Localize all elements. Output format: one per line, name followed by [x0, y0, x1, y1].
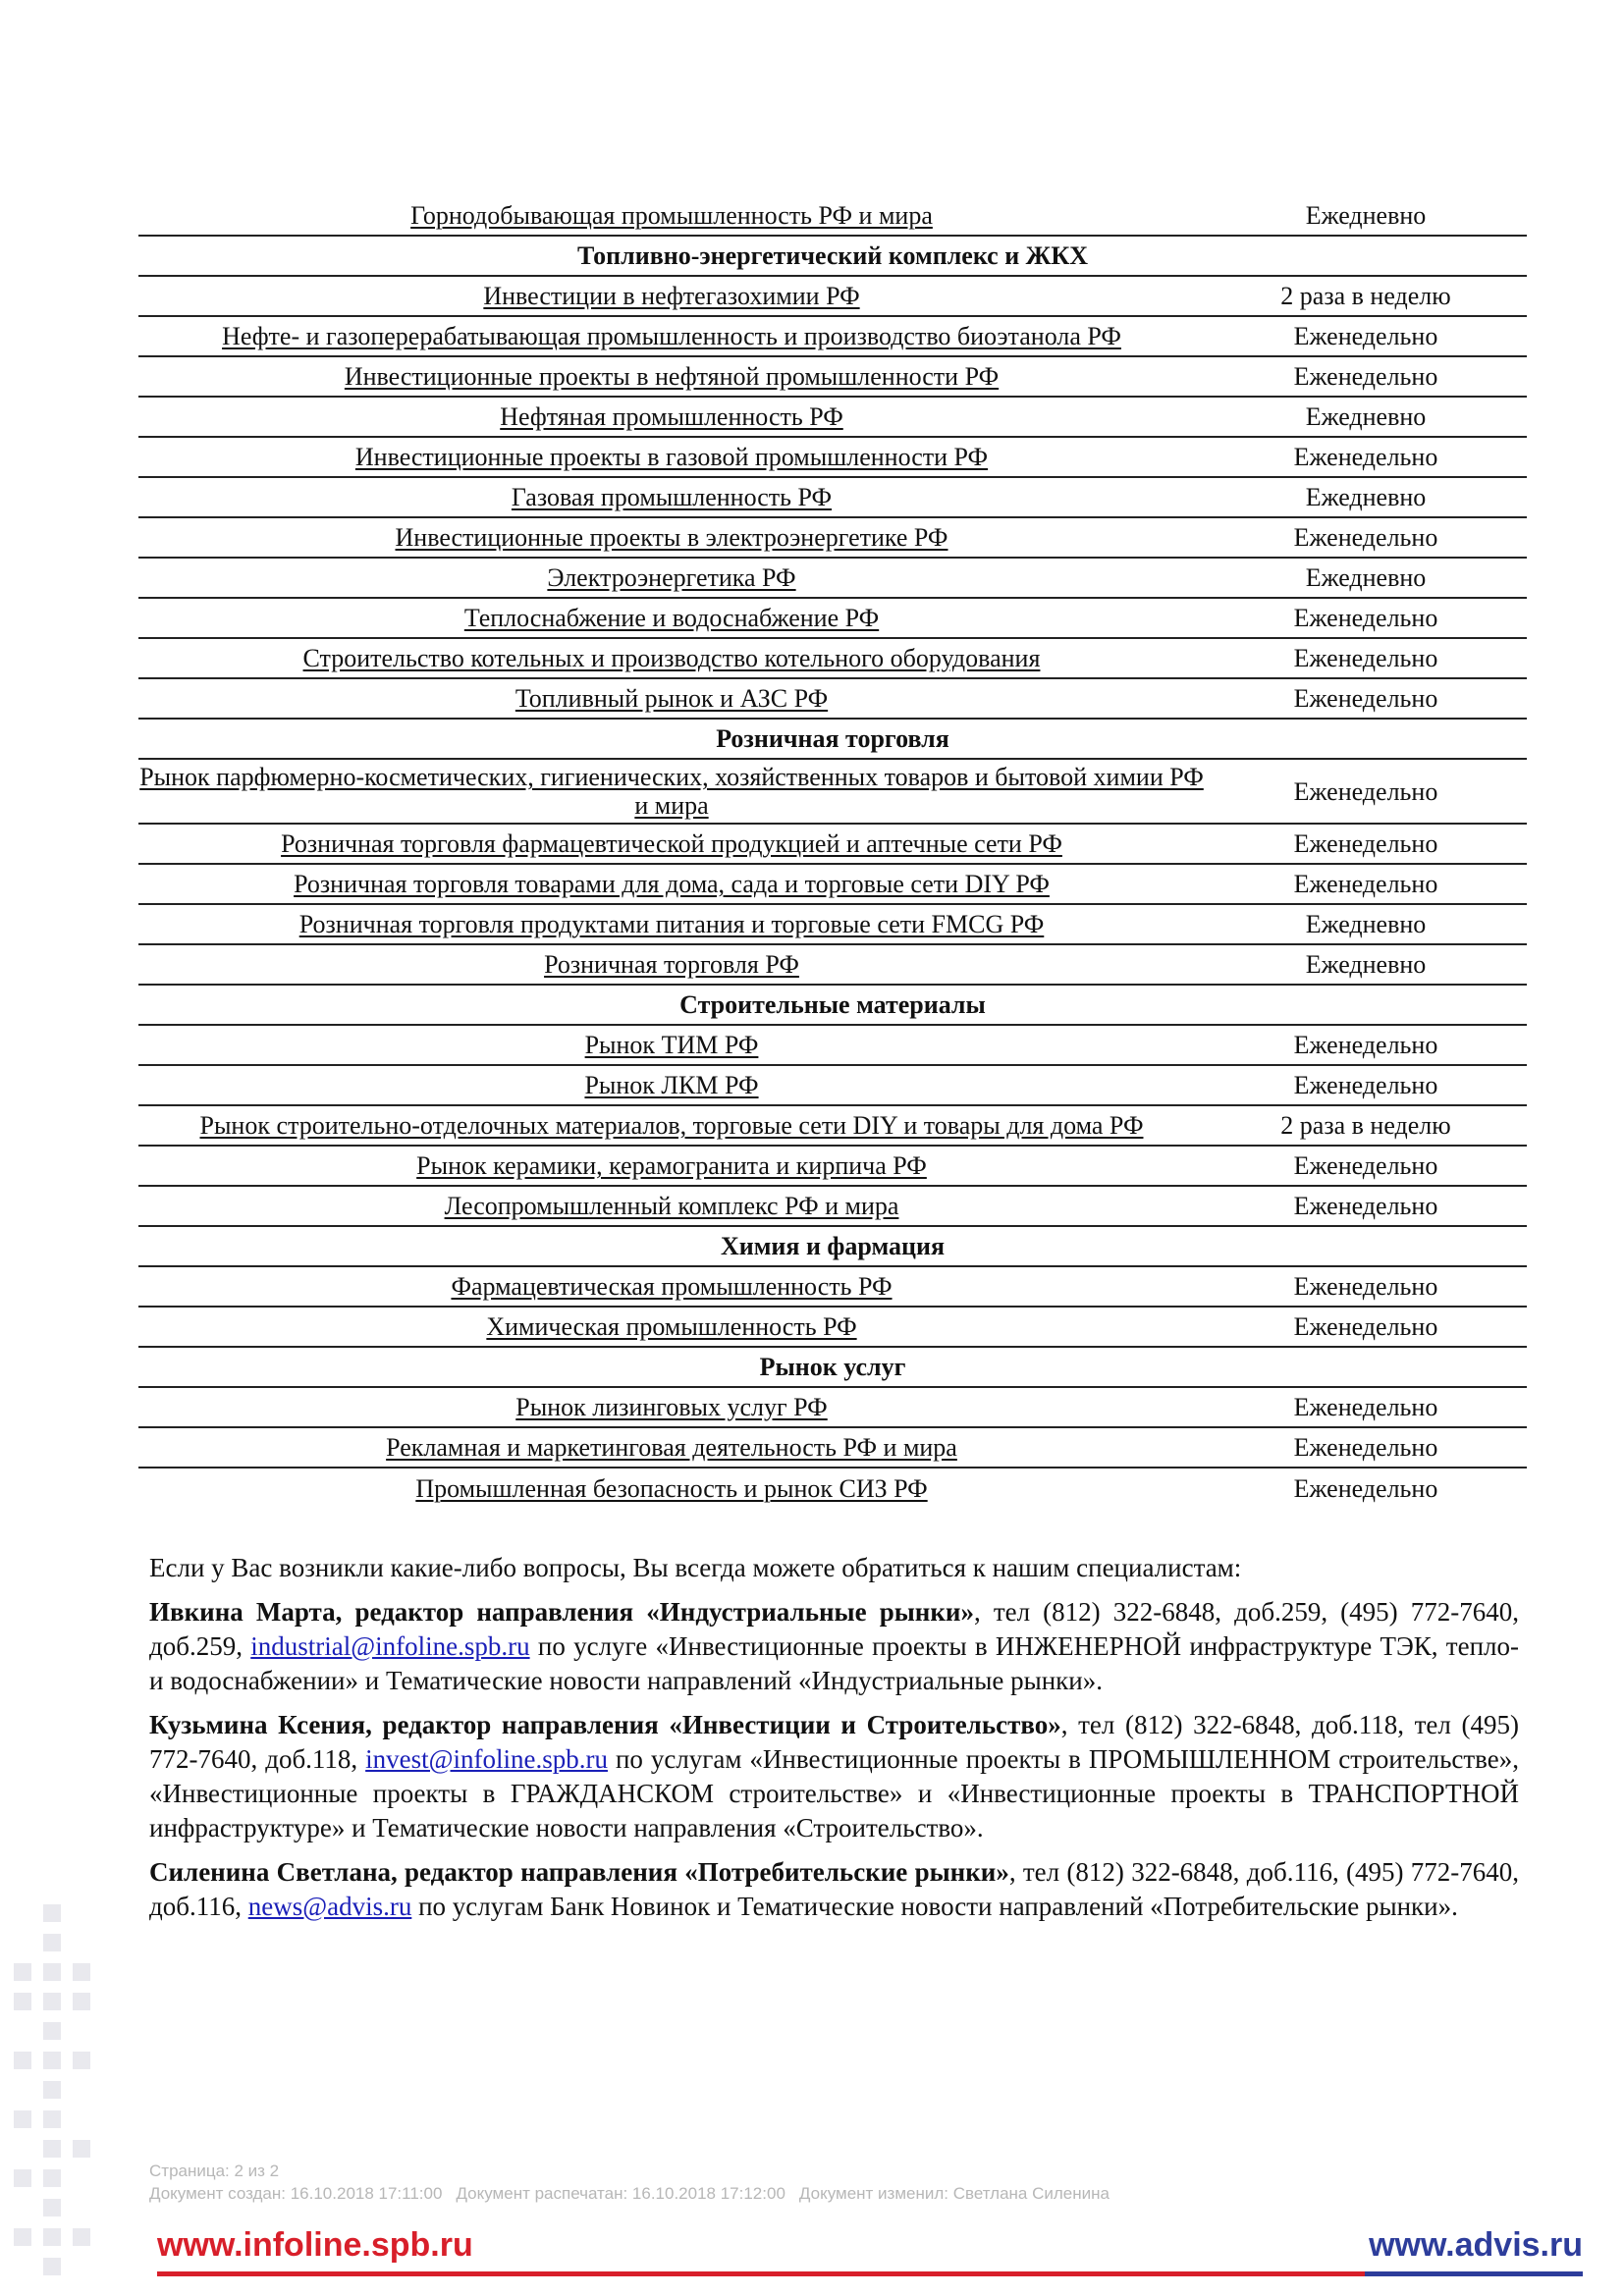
- decorative-square: [43, 2052, 61, 2069]
- update-frequency: Еженедельно: [1293, 1312, 1438, 1341]
- contact-silenina-name: Силенина Светлана, редактор направления «Потребительские рынки»: [149, 1857, 1009, 1887]
- service-link[interactable]: Химическая промышленность РФ: [486, 1312, 857, 1341]
- service-row: [138, 1307, 1527, 1347]
- decorative-square: [43, 2228, 61, 2246]
- update-frequency: Еженедельно: [1293, 1272, 1438, 1301]
- update-frequency: Еженедельно: [1293, 604, 1438, 632]
- service-row: [138, 1387, 1527, 1427]
- service-link[interactable]: Инвестиционные проекты в нефтяной промышленности РФ: [344, 362, 1000, 391]
- services-table-body: [138, 195, 1527, 1508]
- category-row: [138, 985, 1527, 1025]
- update-frequency: Еженедельно: [1293, 1192, 1438, 1220]
- service-name-cell: [138, 1065, 1205, 1105]
- service-link[interactable]: Лесопромышленный комплекс РФ и мира: [444, 1192, 899, 1220]
- update-frequency: Еженедельно: [1293, 322, 1438, 350]
- service-link[interactable]: Горнодобывающая промышленность РФ и мира: [410, 200, 933, 230]
- contact-ivkina-email-link[interactable]: industrial@infoline.spb.ru: [250, 1631, 530, 1661]
- service-name-cell: [138, 437, 1205, 477]
- update-frequency: Еженедельно: [1293, 829, 1438, 858]
- service-link[interactable]: Топливный рынок и АЗС РФ: [514, 684, 829, 713]
- contact-ivkina-phones: , тел (812) 322-6848, доб.259, (495) 772-7640, доб.259,: [149, 1597, 1519, 1661]
- update-frequency: Ежедневно: [1305, 200, 1427, 230]
- update-frequency: Еженедельно: [1293, 684, 1438, 713]
- document-history: [149, 2182, 1110, 2205]
- service-name-cell: [138, 276, 1205, 316]
- update-frequency: Еженедельно: [1293, 1031, 1438, 1059]
- service-name-cell: [138, 1146, 1205, 1186]
- decorative-square: [73, 2052, 90, 2069]
- category-heading: Строительные материалы: [679, 990, 986, 1019]
- update-frequency: Еженедельно: [1293, 1151, 1438, 1180]
- service-row: [138, 1186, 1527, 1226]
- decorative-square: [14, 2110, 31, 2128]
- service-link[interactable]: Инвестиционные проекты в газовой промышленности РФ: [354, 443, 989, 471]
- update-frequency: Ежедневно: [1305, 483, 1427, 511]
- contacts-intro: Если у Вас возникли какие-либо вопросы, Вы всегда можете обратиться к нашим специалистам:: [149, 1553, 1242, 1582]
- category-row: [138, 1226, 1527, 1266]
- decorative-square: [43, 1963, 61, 1981]
- service-name-cell: [138, 598, 1205, 638]
- service-row: [138, 397, 1527, 437]
- service-link[interactable]: Теплоснабжение и водоснабжение РФ: [463, 604, 880, 632]
- contact-silenina-services: по услугам Банк Новинок и Тематические новости направлений «Потребительские рынки».: [411, 1892, 1458, 1921]
- category-heading: Рынок услуг: [759, 1353, 906, 1381]
- decorative-square: [14, 1993, 31, 2010]
- service-link[interactable]: Инвестиционные проекты в электроэнергетике РФ: [395, 523, 948, 552]
- contacts-section: [149, 1551, 1519, 1934]
- category-heading: Топливно-энергетический комплекс и ЖКХ: [576, 241, 1089, 270]
- service-row: [138, 824, 1527, 864]
- service-name-cell: [138, 759, 1205, 824]
- created-date: Документ создан: 16.10.2018 17:11:00: [149, 2184, 443, 2203]
- service-link[interactable]: Розничная торговля фармацевтической продукцией и аптечные сети РФ: [281, 829, 1062, 858]
- service-row: [138, 864, 1527, 904]
- service-name-cell: [138, 1105, 1205, 1146]
- service-name-cell: [138, 1468, 1205, 1508]
- service-row: [138, 598, 1527, 638]
- category-heading: Розничная торговля: [716, 724, 949, 753]
- modified-by: Документ изменил: Светлана Силенина: [798, 2184, 1110, 2203]
- contact-silenina: [149, 1855, 1519, 1924]
- service-link[interactable]: Электроэнергетика РФ: [547, 563, 796, 592]
- service-link[interactable]: Строительство котельных и производство котельного оборудования: [302, 644, 1041, 672]
- service-name-cell: [138, 824, 1205, 864]
- update-frequency: Еженедельно: [1293, 776, 1438, 806]
- category-heading: Химия и фармация: [720, 1232, 946, 1260]
- service-name-cell: [138, 558, 1205, 598]
- contact-ivkina-services: по услуге «Инвестиционные проекты в ИНЖЕНЕРНОЙ инфраструктуре ТЭК, тепло- и водоснабжении» и Тематические новости направлений «Индустриальные рынки».: [149, 1631, 1519, 1695]
- service-row: [138, 316, 1527, 356]
- decorative-square: [73, 2140, 90, 2158]
- service-name-cell: [138, 1307, 1205, 1347]
- service-name-cell: [138, 517, 1205, 558]
- update-frequency: Еженедельно: [1293, 1071, 1438, 1099]
- update-frequency: Ежедневно: [1305, 563, 1427, 592]
- service-name-cell: [138, 944, 1205, 985]
- contact-silenina-phones: , тел (812) 322-6848, доб.116, (495) 772-7640, доб.116,: [149, 1857, 1519, 1921]
- service-row: [138, 1468, 1527, 1508]
- update-frequency: 2 раза в неделю: [1280, 282, 1451, 310]
- update-frequency: Еженедельно: [1293, 1433, 1438, 1462]
- decorative-square: [14, 2052, 31, 2069]
- category-row: [138, 719, 1527, 759]
- service-name-cell: [138, 1266, 1205, 1307]
- decorative-square: [43, 2199, 61, 2216]
- update-frequency: Еженедельно: [1293, 443, 1438, 471]
- update-frequency: Ежедневно: [1305, 950, 1427, 979]
- decorative-square: [43, 2081, 61, 2099]
- decorative-square: [73, 1993, 90, 2010]
- page-number: Страница: 2 из 2: [149, 2162, 280, 2180]
- service-link[interactable]: Рынок строительно-отделочных материалов, торговые сети DIY и товары для дома РФ: [199, 1111, 1144, 1140]
- service-row: [138, 437, 1527, 477]
- service-link[interactable]: Рекламная и маркетинговая деятельность РФ и мира: [386, 1433, 957, 1462]
- service-link[interactable]: Промышленная безопасность и рынок СИЗ РФ: [415, 1473, 928, 1503]
- contact-kuzmina: [149, 1708, 1519, 1845]
- service-name-cell: [138, 1427, 1205, 1468]
- service-row: [138, 1427, 1527, 1468]
- update-frequency: Еженедельно: [1293, 523, 1438, 552]
- contact-ivkina: [149, 1595, 1519, 1698]
- service-name-cell: [138, 356, 1205, 397]
- contact-kuzmina-email-link[interactable]: invest@infoline.spb.ru: [365, 1744, 608, 1774]
- service-row: [138, 638, 1527, 678]
- update-frequency: Еженедельно: [1293, 1393, 1438, 1421]
- decorative-square: [43, 1904, 61, 1922]
- service-name-cell: [138, 195, 1205, 236]
- update-frequency: Еженедельно: [1293, 1473, 1438, 1503]
- service-row: [138, 944, 1527, 985]
- service-row: [138, 356, 1527, 397]
- service-row: [138, 558, 1527, 598]
- service-name-cell: [138, 1186, 1205, 1226]
- service-link[interactable]: Фармацевтическая промышленность РФ: [451, 1272, 893, 1301]
- decorative-square: [43, 1993, 61, 2010]
- service-row: [138, 1146, 1527, 1186]
- decorative-square: [14, 1963, 31, 1981]
- decorative-square: [14, 2228, 31, 2246]
- update-frequency: Ежедневно: [1305, 910, 1427, 938]
- contact-silenina-email-link[interactable]: news@advis.ru: [247, 1892, 412, 1921]
- service-name-cell: [138, 904, 1205, 944]
- service-link[interactable]: Нефте- и газоперерабатывающая промышленность и производство биоэтанола РФ: [222, 322, 1121, 350]
- service-row: [138, 477, 1527, 517]
- service-link[interactable]: Рынок парфюмерно-косметических, гигиенических, хозяйственных товаров и бытовой химии РФ и мира: [139, 763, 1204, 820]
- service-link[interactable]: Рынок лизинговых услуг РФ: [515, 1393, 828, 1421]
- document-metadata: [149, 2160, 1110, 2205]
- service-name-cell: [138, 1387, 1205, 1427]
- footer-blue-rule: [1365, 2271, 1583, 2276]
- service-name-cell: [138, 316, 1205, 356]
- update-frequency: Ежедневно: [1305, 402, 1427, 431]
- service-link[interactable]: Рынок ТИМ РФ: [584, 1031, 759, 1059]
- service-link[interactable]: Розничная торговля РФ: [544, 950, 799, 979]
- update-frequency: Еженедельно: [1293, 870, 1438, 898]
- contact-kuzmina-services: по услугам «Инвестиционные проекты в ПРОМЫШЛЕННОМ строительстве», «Инвестиционные проекты в ГРАЖДАНСКОМ строительстве» и «Инвестиционные проекты в ТРАНСПОРТНОЙ инфраструктуре» и Тематические новости направления «Строительство».: [149, 1744, 1519, 1842]
- service-row: [138, 678, 1527, 719]
- service-name-cell: [138, 397, 1205, 437]
- update-frequency: 2 раза в неделю: [1280, 1111, 1451, 1140]
- decorative-square: [43, 1934, 61, 1951]
- decorative-square-pattern: [0, 1904, 108, 2292]
- service-row: [138, 904, 1527, 944]
- decorative-square: [43, 2258, 61, 2275]
- service-name-cell: [138, 477, 1205, 517]
- decorative-square: [73, 2228, 90, 2246]
- service-name-cell: [138, 678, 1205, 719]
- decorative-square: [43, 2110, 61, 2128]
- service-link[interactable]: Газовая промышленность РФ: [511, 483, 833, 511]
- service-row: [138, 517, 1527, 558]
- service-link[interactable]: Розничная торговля товарами для дома, сада и торговые сети DIY РФ: [294, 870, 1050, 898]
- service-row: [138, 1065, 1527, 1105]
- category-row: [138, 1347, 1527, 1387]
- service-row: [138, 1266, 1527, 1307]
- service-link[interactable]: Нефтяная промышленность РФ: [500, 402, 843, 431]
- update-frequency: Еженедельно: [1293, 644, 1438, 672]
- printed-date: Документ распечатан: 16.10.2018 17:12:00: [456, 2184, 785, 2203]
- decorative-square: [14, 2169, 31, 2187]
- contact-kuzmina-phones: , тел (812) 322-6848, доб.118, тел (495) 772-7640, доб.118,: [149, 1710, 1519, 1774]
- infoline-website-link[interactable]: www.infoline.spb.ru: [157, 2226, 473, 2264]
- contact-ivkina-name: Ивкина Марта, редактор направления «Индустриальные рынки»: [149, 1597, 974, 1627]
- category-row: [138, 236, 1527, 276]
- service-row: [138, 276, 1527, 316]
- service-link[interactable]: Инвестиции в нефтегазохимии РФ: [483, 282, 860, 310]
- service-link[interactable]: Рынок ЛКМ РФ: [584, 1071, 759, 1099]
- services-table: [138, 195, 1527, 1508]
- decorative-square: [73, 1963, 90, 1981]
- service-row: [138, 1025, 1527, 1065]
- service-link[interactable]: Рынок керамики, керамогранита и кирпича РФ: [416, 1151, 927, 1180]
- service-name-cell: [138, 864, 1205, 904]
- footer-red-rule: [157, 2271, 1365, 2276]
- service-row: [138, 1105, 1527, 1146]
- service-row: [138, 759, 1527, 824]
- decorative-square: [43, 2022, 61, 2040]
- service-name-cell: [138, 638, 1205, 678]
- decorative-square: [43, 2169, 61, 2187]
- update-frequency: Еженедельно: [1293, 362, 1438, 391]
- contact-kuzmina-name: Кузьмина Ксения, редактор направления «Инвестиции и Строительство»: [149, 1710, 1061, 1739]
- service-row: [138, 195, 1527, 236]
- advis-website-link[interactable]: www.advis.ru: [1369, 2226, 1583, 2264]
- service-link[interactable]: Розничная торговля продуктами питания и торговые сети FMCG РФ: [298, 910, 1045, 938]
- service-name-cell: [138, 1025, 1205, 1065]
- decorative-square: [43, 2140, 61, 2158]
